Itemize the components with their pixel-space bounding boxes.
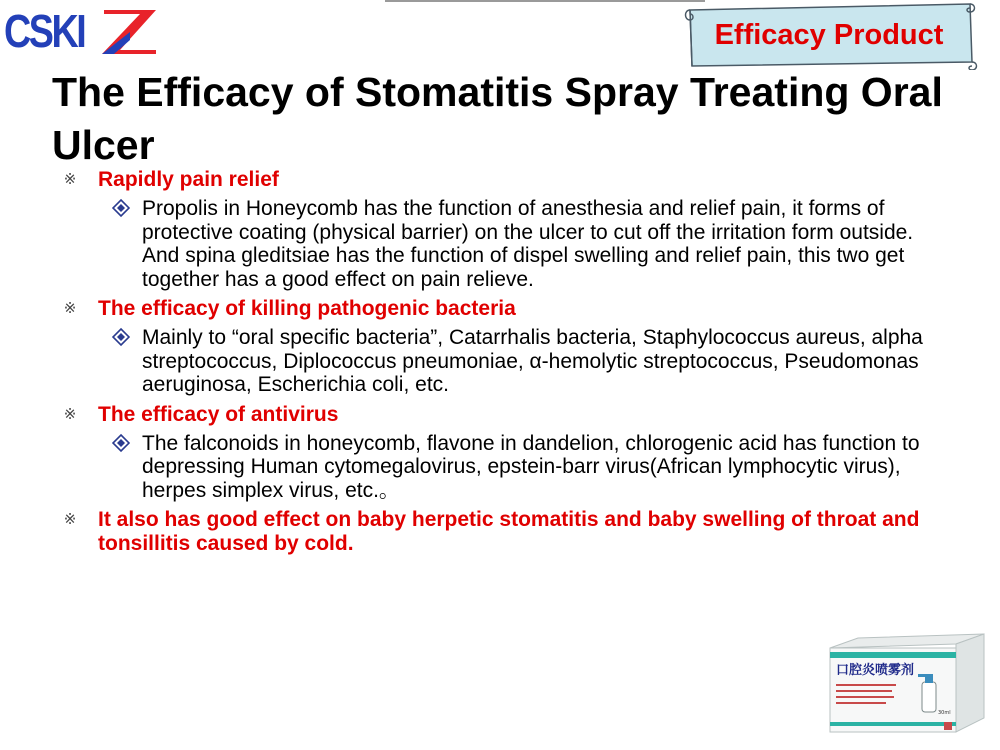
section-heading-pain-relief <box>60 168 930 192</box>
section-body-text: Mainly to “oral specific bacteria”, Catarrhalis bacteria, Staphylococcus aureus, alpha streptococcus, Diplococcus pneumoniae, α-hemolytic streptococcus, Pseudomonas aeruginosa, Escherichia coli, etc. <box>142 326 923 396</box>
logo-z-mark-icon <box>100 6 158 56</box>
section-body-text: Propolis in Honeycomb has the function of anesthesia and relief pain, it forms of protective coating (physical barrier) on the ulcer to cut off the irritation form outside. And spina gleditsiae has the function of dispel swelling and relief pain, this two get together has a good effect on pain relieve. <box>142 197 914 291</box>
reference-mark-icon: ※ <box>63 171 77 188</box>
diamond-bullet-icon <box>112 327 130 347</box>
diamond-bullet-icon <box>112 198 130 218</box>
slide-title: The Efficacy of Stomatitis Spray Treating Oral Ulcer <box>52 69 943 168</box>
closing-statement-text: It also has good effect on baby herpetic stomatitis and baby swelling of throat and tonsillitis caused by cold. <box>98 508 920 555</box>
company-logo <box>4 2 160 60</box>
section-body-bacteria <box>60 326 930 397</box>
product-name-text: 口腔炎喷雾剂 <box>836 663 915 678</box>
section-heading-text: The efficacy of killing pathogenic bacteria <box>98 297 516 320</box>
logo-text: CSKI <box>4 5 85 57</box>
top-rule <box>385 0 705 2</box>
diamond-bullet-icon <box>112 433 130 453</box>
efficacy-product-banner <box>682 0 978 70</box>
product-box-image <box>826 630 988 736</box>
reference-mark-icon: ※ <box>63 405 77 423</box>
slide-content <box>60 168 930 556</box>
closing-statement <box>60 508 930 556</box>
product-volume-text: 30ml <box>938 710 951 716</box>
reference-mark-icon: ※ <box>63 511 77 528</box>
section-body-pain-relief <box>60 197 930 291</box>
reference-mark-icon: ※ <box>63 300 77 317</box>
section-body-antivirus <box>60 432 930 503</box>
section-body-text: The falconoids in honeycomb, flavone in dandelion, chlorogenic acid has function to depressing Human cytomegalovirus, epstein-barr virus(African lymphocytic virus), herpes simplex virus, etc.。 <box>142 431 920 502</box>
section-heading-text: The efficacy of antivirus <box>98 402 339 426</box>
banner-label: Efficacy Product <box>714 19 944 51</box>
section-heading-antivirus <box>60 403 930 427</box>
section-heading-text: Rapidly pain relief <box>98 168 279 191</box>
section-heading-bacteria <box>60 297 930 321</box>
